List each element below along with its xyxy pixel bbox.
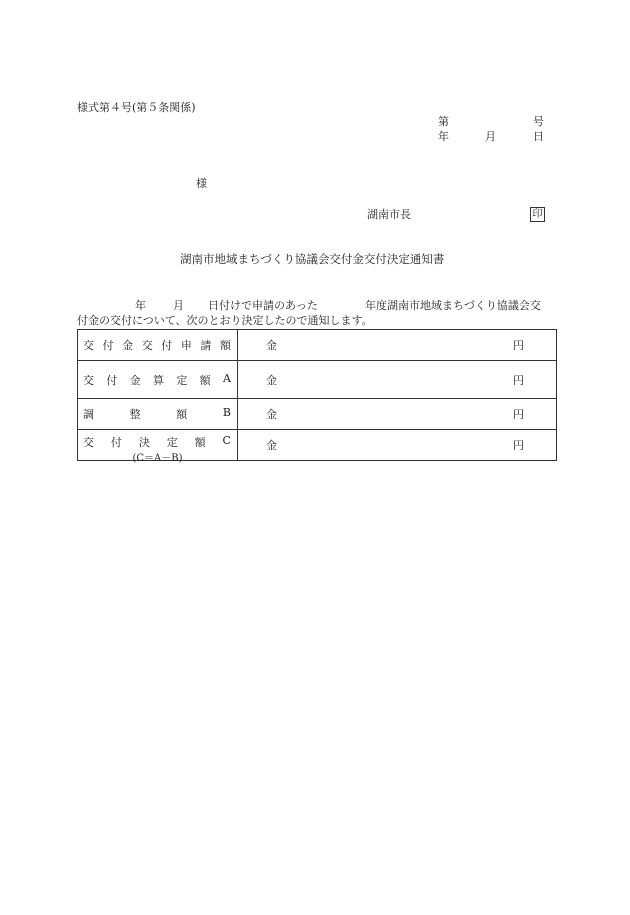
- row-label-char: 額: [199, 373, 211, 387]
- amount-prefix: 金: [266, 408, 277, 421]
- row-label: [83, 406, 231, 422]
- row-label-char: 交: [83, 339, 94, 352]
- document-number-suffix: 号: [533, 115, 544, 128]
- document-number-prefix: 第: [438, 115, 449, 128]
- issuer-title: 湖南市長: [367, 208, 411, 221]
- row-label-char: 申: [180, 339, 192, 352]
- intro-fiscal-rest: 年度湖南市地域まちづくり協議会交: [365, 299, 541, 312]
- amount-prefix: 金: [266, 439, 277, 452]
- amount-prefix: 金: [266, 373, 277, 387]
- row-label-char: 付: [102, 339, 114, 352]
- amount-unit: 円: [513, 408, 524, 421]
- amount-prefix: 金: [266, 339, 277, 352]
- document-title: 湖南市地域まちづくり協議会交付金交付決定通知書: [180, 252, 445, 266]
- form-number: 様式第４号(第５条関係): [77, 101, 196, 114]
- row-label: [83, 372, 231, 388]
- row-label-char: 整: [129, 408, 141, 421]
- row-label-char: 額: [219, 339, 231, 352]
- row-label: [83, 434, 231, 450]
- intro-line-2: [77, 313, 561, 328]
- table-row: [78, 361, 557, 399]
- intro-month: 月: [173, 299, 184, 312]
- row-label-char: 金: [129, 373, 141, 387]
- date-day: 日: [533, 130, 544, 143]
- row-label-char: A: [222, 371, 231, 385]
- row-label-char: 決: [138, 436, 150, 449]
- amount-unit: 円: [513, 339, 524, 352]
- row-label: [83, 337, 231, 353]
- row-label-char: 請: [200, 339, 212, 352]
- row-label-cell: [78, 430, 238, 464]
- row-label-char: 交: [83, 436, 94, 449]
- amount-cell: [238, 361, 557, 399]
- row-label-cell: [78, 399, 238, 430]
- row-label-char: 額: [194, 436, 206, 449]
- seal-mark: 印: [530, 207, 545, 222]
- row-label-char: 調: [83, 408, 94, 421]
- amount-table: [77, 329, 557, 464]
- row-label-cell: [78, 330, 238, 361]
- row-label-char: C: [222, 434, 231, 447]
- amount-unit: 円: [513, 439, 524, 452]
- table-row: [78, 430, 557, 461]
- row-label-char: B: [222, 406, 231, 419]
- row-label-char: 交: [141, 339, 153, 352]
- row-label-char: 定: [166, 436, 178, 449]
- row-label-char: 定: [176, 373, 188, 387]
- table-row: [78, 399, 557, 430]
- row-label-char: 付: [106, 373, 118, 387]
- date-year: 年: [438, 130, 449, 143]
- addressee-suffix: 様: [196, 177, 207, 190]
- row-label-note: (C＝A－B): [132, 453, 183, 464]
- amount-unit: 円: [513, 373, 524, 387]
- row-label-char: 算: [152, 373, 164, 387]
- date-month: 月: [485, 130, 496, 143]
- amount-cell: [238, 430, 557, 461]
- row-label-cell: [78, 361, 238, 399]
- amount-cell: [238, 330, 557, 361]
- intro-line-1: [77, 298, 561, 313]
- row-label-char: 付: [161, 339, 173, 352]
- intro-date-rest: 日付けで申請のあった: [208, 299, 318, 312]
- intro-paragraph: [77, 298, 561, 328]
- row-label-char: 額: [176, 408, 188, 421]
- amount-cell: [238, 399, 557, 430]
- table-row: [78, 330, 557, 361]
- row-label-char: 付: [110, 436, 122, 449]
- row-label-char: 金: [122, 339, 134, 352]
- intro-line-2-text: 付金の交付について、次のとおり決定したので通知します。: [77, 314, 373, 327]
- row-label-char: 交: [83, 373, 94, 387]
- intro-year: 年: [135, 299, 146, 312]
